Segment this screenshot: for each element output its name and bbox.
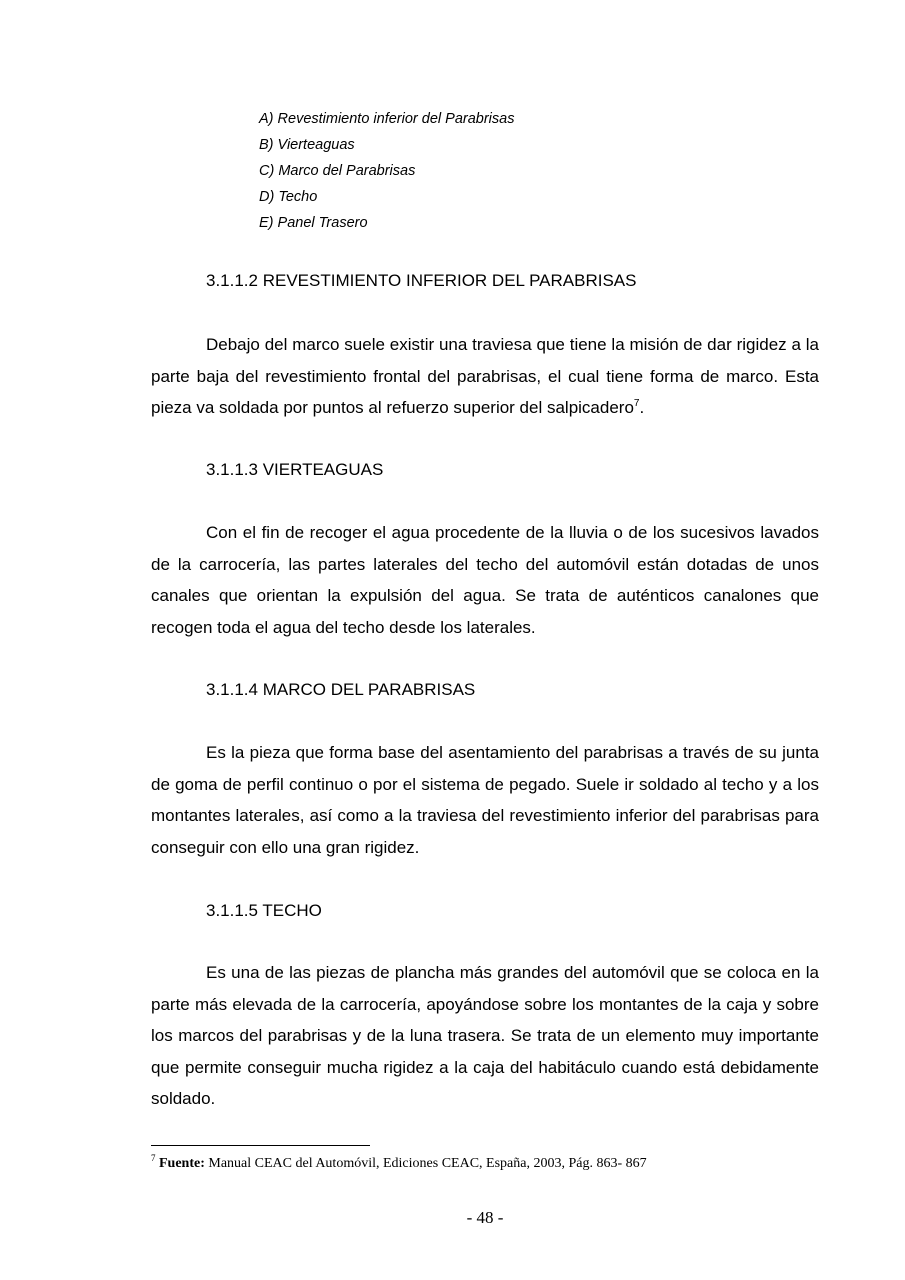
- section-heading-techo: 3.1.1.5 TECHO: [206, 901, 322, 920]
- section-heading-vierteaguas: 3.1.1.3 VIERTEAGUAS: [206, 460, 384, 479]
- section-paragraph-techo: Es una de las piezas de plancha más grandes del automóvil que se coloca en la parte más elevada de la carrocería, apoyándose sobre los montantes de la caja y sobre los marcos del parabrisas y de la luna trasera. Se trata de un elemento muy importante que permite conseguir mucha rigidez a la caja del habitáculo cuando está debidamente soldado.: [151, 963, 819, 1108]
- legend-item-a: A) Revestimiento inferior del Parabrisas: [259, 111, 515, 127]
- footnote-reference[interactable]: 7: [633, 398, 640, 409]
- paragraph-text: Debajo del marco suele existir una traviesa que tiene la misión de dar rigidez a la parte baja del revestimiento frontal del parabrisas, el cual tiene forma de marco. Esta pieza va soldada por puntos al refuerzo superior del salpicadero: [151, 335, 819, 417]
- paragraph-text-end: .: [639, 398, 645, 417]
- legend-item-d: D) Techo: [259, 189, 318, 205]
- footnote-separator: [151, 1145, 370, 1146]
- legend-item-c: C) Marco del Parabrisas: [259, 163, 416, 179]
- section-heading-marco: 3.1.1.4 MARCO DEL PARABRISAS: [206, 680, 476, 699]
- footnote-text: Manual CEAC del Automóvil, Ediciones CEAC, España, 2003, Pág. 863- 867: [204, 1156, 647, 1171]
- legend-item-b: B) Vierteaguas: [259, 137, 355, 153]
- page-number: - 48 -: [466, 1208, 504, 1227]
- footnote-label: Fuente:: [159, 1156, 205, 1171]
- section-paragraph-revestimiento: [151, 329, 819, 424]
- section-paragraph-marco: Es la pieza que forma base del asentamiento del parabrisas a través de su junta de goma de perfil continuo o por el sistema de pegado. Suele ir soldado al techo y a los montantes laterales, así como a la traviesa del revestimiento inferior del parabrisas para conseguir con ello una gran rigidez.: [151, 743, 819, 857]
- footnote-number: 7: [151, 1153, 156, 1163]
- footnote: [151, 1155, 647, 1173]
- section-paragraph-vierteaguas: Con el fin de recoger el agua procedente de la lluvia o de los sucesivos lavados de la carrocería, las partes laterales del techo del automóvil están dotadas de unos canales que orientan la expulsión del agua. Se trata de auténticos canalones que recogen toda el agua del techo desde los laterales.: [151, 523, 819, 637]
- legend-item-e: E) Panel Trasero: [259, 215, 368, 231]
- section-heading-revestimiento: 3.1.1.2 REVESTIMIENTO INFERIOR DEL PARABRISAS: [206, 271, 637, 290]
- figure-legend-list: [259, 106, 514, 236]
